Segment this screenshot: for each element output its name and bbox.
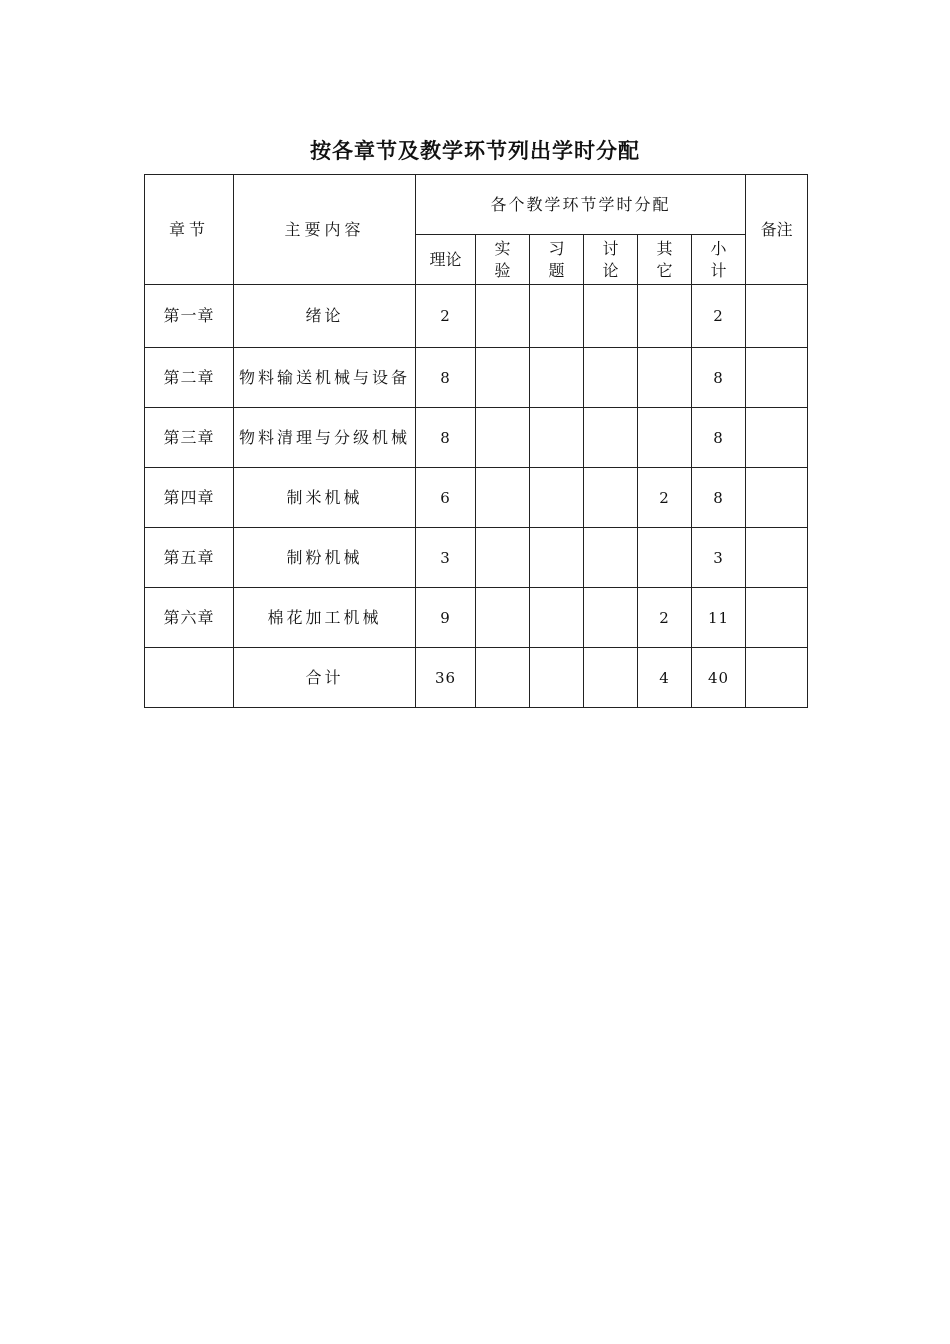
table-row (145, 528, 808, 588)
other-cell: 2 (638, 588, 692, 648)
chapter-cell: 第一章 (145, 285, 234, 348)
remarks-cell (746, 528, 808, 588)
header-exercise: 习 题 (530, 235, 584, 285)
header-subtotal: 小 计 (692, 235, 746, 285)
header-remarks: 备注 (746, 175, 808, 285)
content-cell: 棉花加工机械 (234, 588, 416, 648)
discussion-cell (584, 648, 638, 708)
header-row-1 (145, 175, 808, 235)
experiment-cell (476, 285, 530, 348)
theory-cell: 2 (416, 285, 476, 348)
remarks-cell (746, 348, 808, 408)
chapter-cell: 第三章 (145, 408, 234, 468)
header-chapter: 章节 (145, 175, 234, 285)
subtotal-cell: 40 (692, 648, 746, 708)
theory-cell: 8 (416, 408, 476, 468)
theory-cell: 9 (416, 588, 476, 648)
experiment-cell (476, 648, 530, 708)
discussion-cell (584, 468, 638, 528)
experiment-cell (476, 528, 530, 588)
discussion-cell (584, 528, 638, 588)
exercise-cell (530, 348, 584, 408)
exercise-cell (530, 588, 584, 648)
content-cell: 物料清理与分级机械 (234, 408, 416, 468)
table-row (145, 348, 808, 408)
discussion-cell (584, 348, 638, 408)
subtotal-cell: 3 (692, 528, 746, 588)
discussion-cell (584, 408, 638, 468)
content-cell: 制粉机械 (234, 528, 416, 588)
remarks-cell (746, 285, 808, 348)
remarks-cell (746, 468, 808, 528)
chapter-cell (145, 648, 234, 708)
subtotal-cell: 11 (692, 588, 746, 648)
header-other: 其 它 (638, 235, 692, 285)
remarks-cell (746, 408, 808, 468)
discussion-cell (584, 588, 638, 648)
remarks-cell (746, 588, 808, 648)
subtotal-cell: 8 (692, 348, 746, 408)
table-row (145, 285, 808, 348)
chapter-cell: 第六章 (145, 588, 234, 648)
content-cell: 合计 (234, 648, 416, 708)
exercise-cell (530, 408, 584, 468)
other-cell: 4 (638, 648, 692, 708)
other-cell (638, 528, 692, 588)
chapter-cell: 第二章 (145, 348, 234, 408)
remarks-cell (746, 648, 808, 708)
content-cell: 制米机械 (234, 468, 416, 528)
other-cell (638, 285, 692, 348)
chapter-cell: 第五章 (145, 528, 234, 588)
exercise-cell (530, 528, 584, 588)
chapter-cell: 第四章 (145, 468, 234, 528)
theory-cell: 3 (416, 528, 476, 588)
other-cell (638, 348, 692, 408)
header-discussion: 讨 论 (584, 235, 638, 285)
table-row (145, 468, 808, 528)
theory-cell: 6 (416, 468, 476, 528)
exercise-cell (530, 648, 584, 708)
experiment-cell (476, 588, 530, 648)
subtotal-cell: 8 (692, 408, 746, 468)
discussion-cell (584, 285, 638, 348)
header-theory: 理论 (416, 235, 476, 285)
table-row-total (145, 648, 808, 708)
theory-cell: 36 (416, 648, 476, 708)
page-title: 按各章节及教学环节列出学时分配 (310, 138, 640, 163)
header-teaching-hours-group: 各个教学环节学时分配 (416, 175, 746, 235)
experiment-cell (476, 348, 530, 408)
hours-allocation-table (144, 174, 808, 708)
table-row (145, 588, 808, 648)
theory-cell: 8 (416, 348, 476, 408)
content-cell: 物料输送机械与设备 (234, 348, 416, 408)
subtotal-cell: 8 (692, 468, 746, 528)
other-cell (638, 408, 692, 468)
subtotal-cell: 2 (692, 285, 746, 348)
exercise-cell (530, 468, 584, 528)
experiment-cell (476, 468, 530, 528)
header-content: 主要内容 (234, 175, 416, 285)
other-cell: 2 (638, 468, 692, 528)
content-cell: 绪论 (234, 285, 416, 348)
experiment-cell (476, 408, 530, 468)
table-row (145, 408, 808, 468)
header-experiment: 实 验 (476, 235, 530, 285)
exercise-cell (530, 285, 584, 348)
